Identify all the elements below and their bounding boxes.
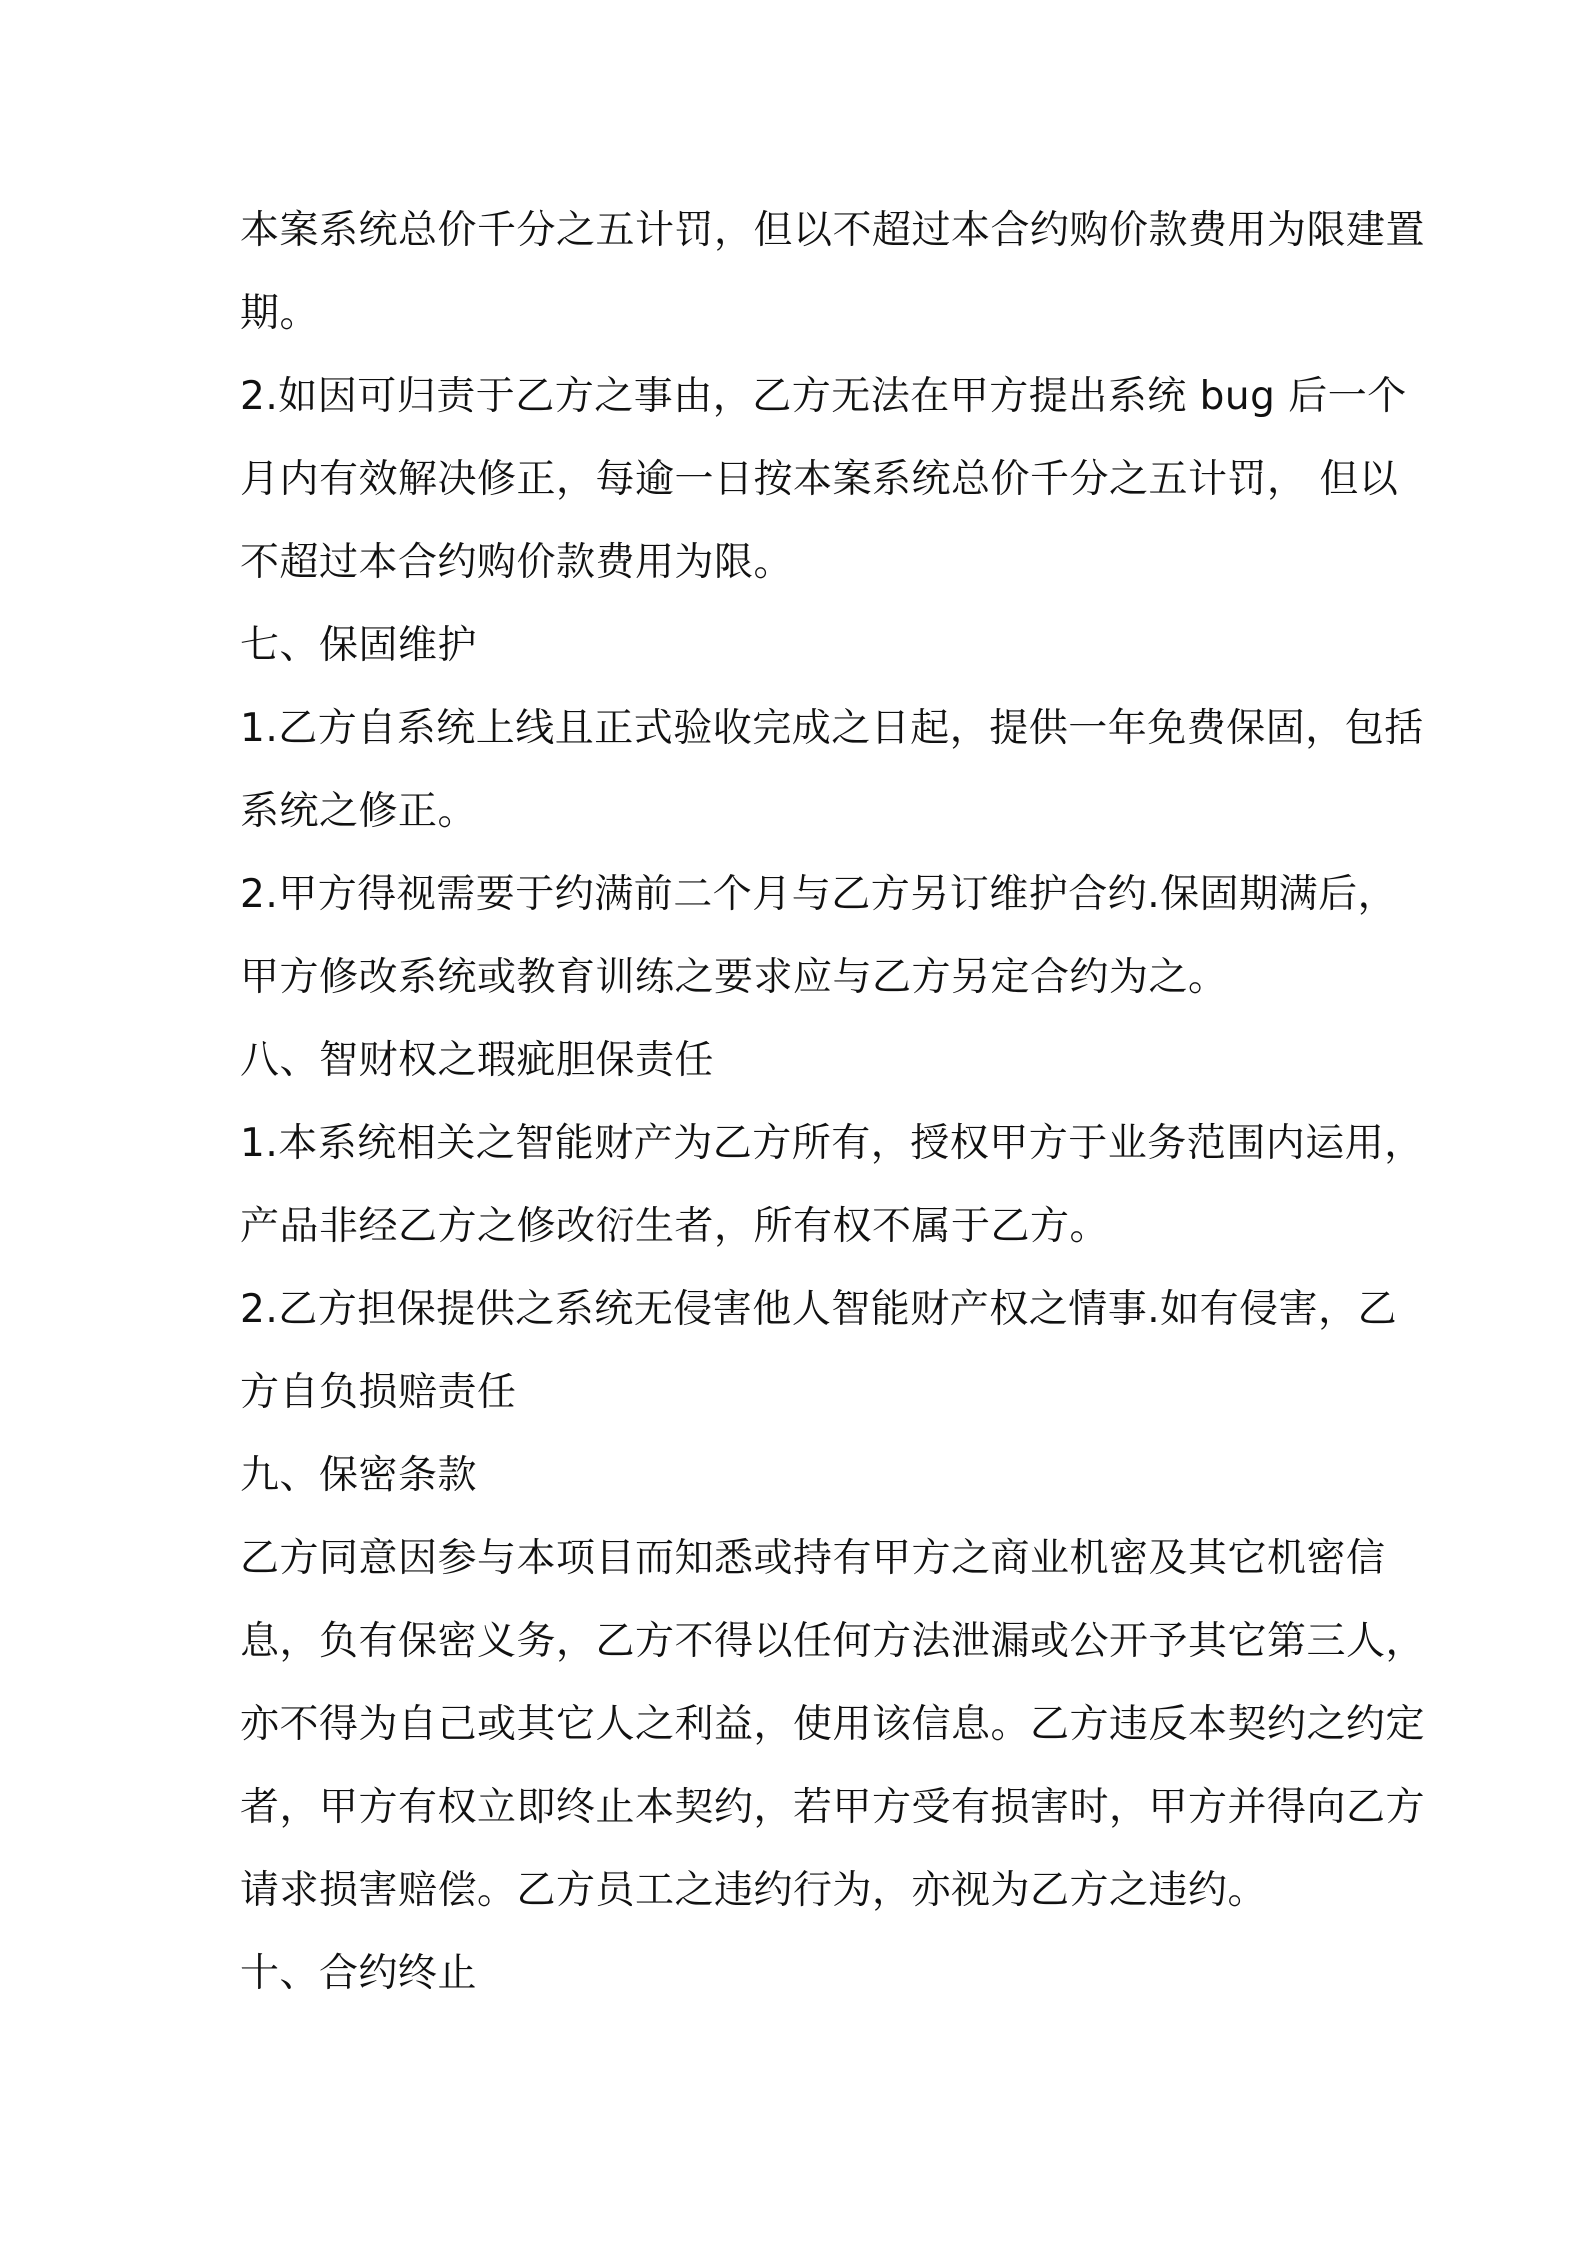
text-line: 产品非经乙方之修改衍生者，所有权不属于乙方。 <box>240 1204 1110 1249</box>
section-heading: 八、智财权之瑕疵胆保责任 <box>240 1038 715 1083</box>
text-line: 乙方同意因参与本项目而知悉或持有甲方之商业机密及其它机密信 <box>240 1536 1386 1581</box>
text-line: 系统之修正。 <box>240 789 478 834</box>
text-line: 方自负损赔责任 <box>240 1370 517 1415</box>
text-line: 2.如因可归责于乙方之事由，乙方无法在甲方提出系统 bug 后一个 <box>240 374 1407 419</box>
text-line: 请求损害赔偿。乙方员工之违约行为，亦视为乙方之违约。 <box>240 1868 1268 1913</box>
text-line: 2.乙方担保提供之系统无侵害他人智能财产权之情事.如有侵害，乙 <box>240 1287 1398 1332</box>
text-line: 亦不得为自己或其它人之利益，使用该信息。乙方违反本契约之约定 <box>240 1702 1426 1747</box>
text-line: 2.甲方得视需要于约满前二个月与乙方另订维护合约.保固期满后， <box>240 872 1398 917</box>
text-line: 不超过本合约购价款费用为限。 <box>240 540 794 585</box>
text-line: 月内有效解决修正，每逾一日按本案系统总价千分之五计罚， 但以 <box>240 457 1399 502</box>
text-line: 1.乙方自系统上线且正式验收完成之日起，提供一年免费保固，包括 <box>240 706 1424 751</box>
section-heading: 七、保固维护 <box>240 623 478 668</box>
section-heading: 九、保密条款 <box>240 1453 478 1498</box>
section-heading: 十、合约终止 <box>240 1951 478 1996</box>
text-line: 息，负有保密义务，乙方不得以任何方法泄漏或公开予其它第三人， <box>240 1619 1426 1664</box>
text-line: 1.本系统相关之智能财产为乙方所有，授权甲方于业务范围内运用， <box>240 1121 1424 1166</box>
text-line: 期。 <box>240 291 320 336</box>
text-line: 本案系统总价千分之五计罚，但以不超过本合约购价款费用为限建置 <box>240 208 1426 253</box>
text-line: 甲方修改系统或教育训练之要求应与乙方另定合约为之。 <box>240 955 1228 1000</box>
text-line: 者，甲方有权立即终止本契约，若甲方受有损害时，甲方并得向乙方 <box>240 1785 1426 1830</box>
